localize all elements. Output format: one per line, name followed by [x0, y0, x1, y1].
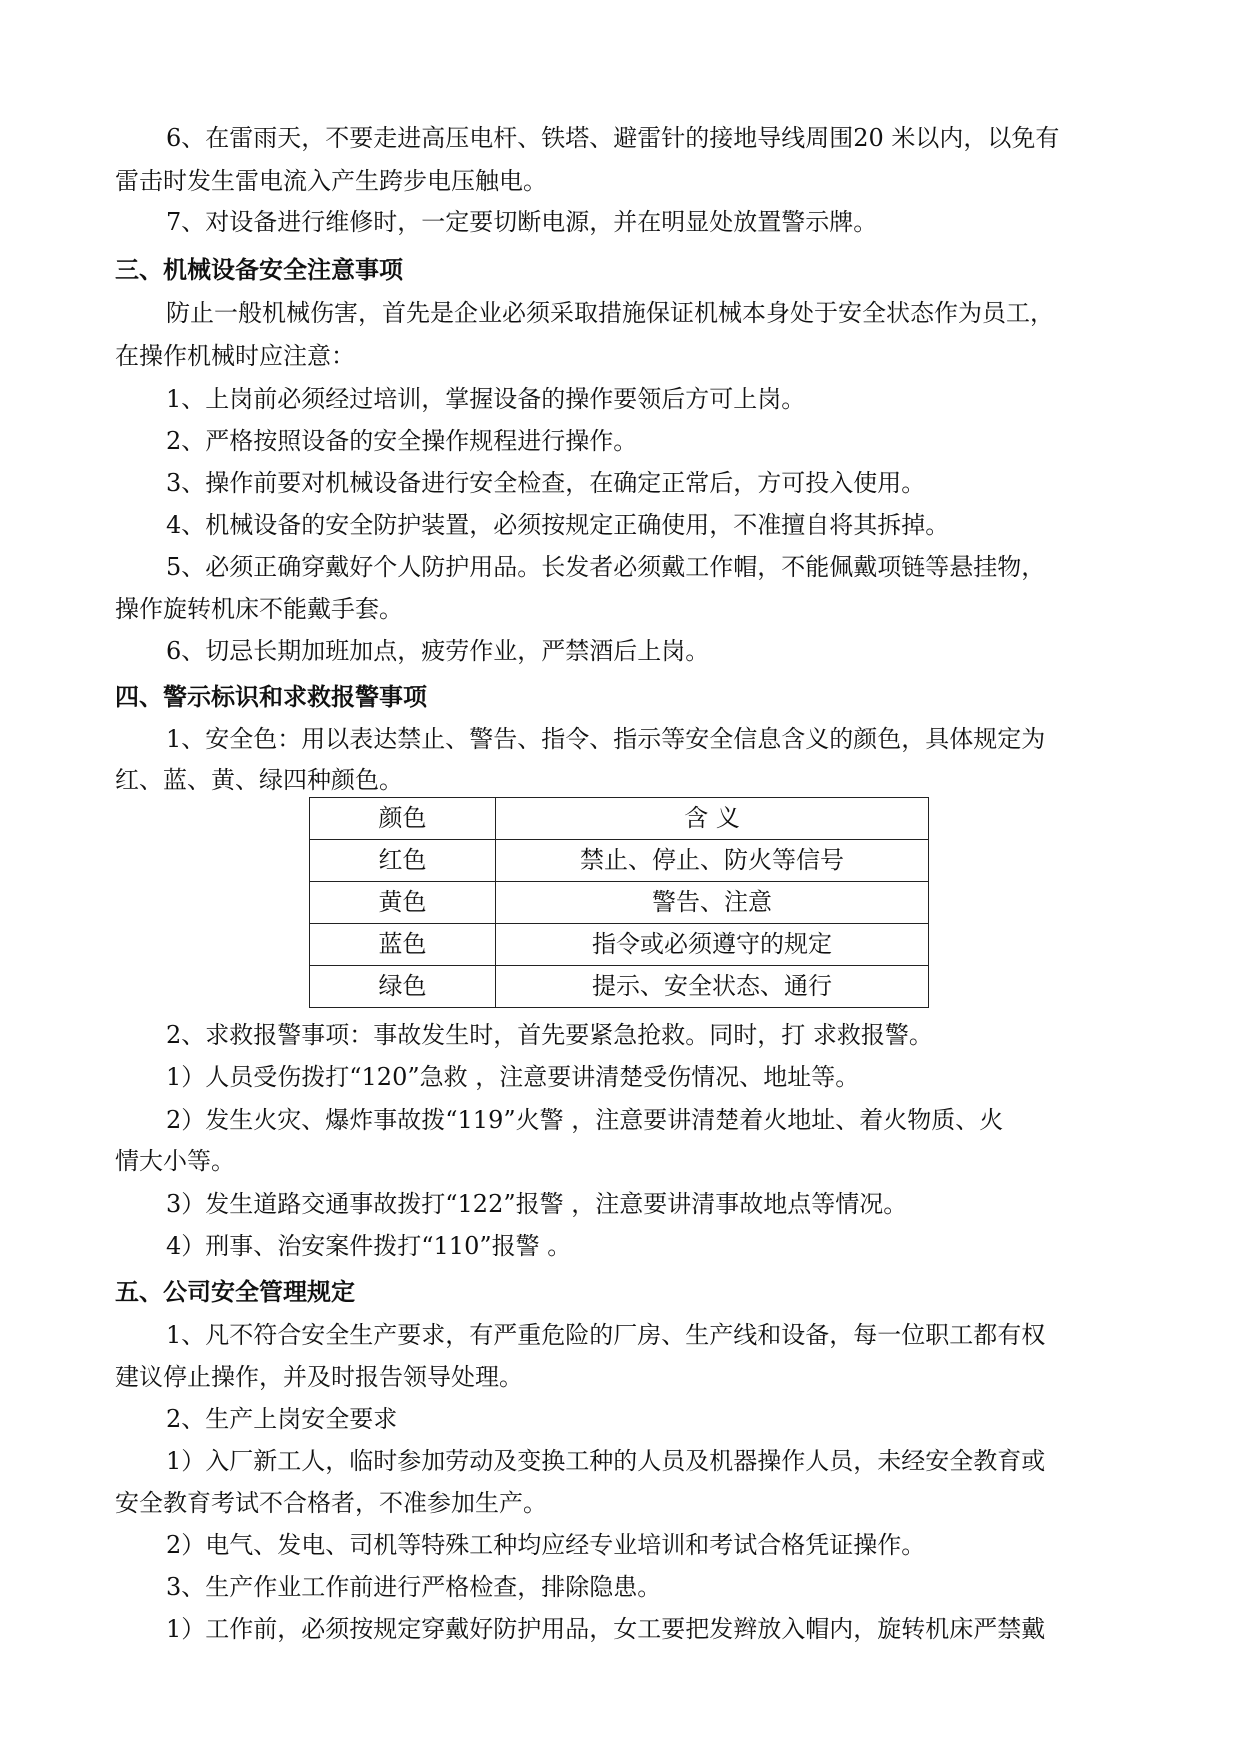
- paragraph-line: 雷击时发生雷电流入产生跨步电压触电。: [115, 167, 547, 195]
- paragraph-line: 1、上岗前必须经过培训，掌握设备的操作要领后方可上岗。: [166, 385, 806, 413]
- table-row: [310, 924, 929, 966]
- paragraph-line: 2、生产上岗安全要求: [166, 1405, 398, 1433]
- table-header-row: [310, 798, 929, 840]
- paragraph-line: 7、对设备进行维修时，一定要切断电源，并在明显处放置警示牌。: [166, 208, 878, 236]
- table-cell: 红色: [310, 840, 496, 882]
- paragraph-line: 在操作机械时应注意：: [115, 342, 355, 370]
- table-row: [310, 840, 929, 882]
- paragraph-line: 4、机械设备的安全防护装置，必须按规定正确使用，不准擅自将其拆掉。: [166, 511, 950, 539]
- table-cell: 禁止、停止、防火等信号: [496, 840, 929, 882]
- table-header-cell: 颜色: [310, 798, 496, 840]
- section-heading: 五、公司安全管理规定: [115, 1278, 355, 1306]
- section-heading: 三、机械设备安全注意事项: [115, 256, 403, 284]
- table-cell: 蓝色: [310, 924, 496, 966]
- paragraph-line: 1）入厂新工人，临时参加劳动及变换工种的人员及机器操作人员，未经安全教育或: [166, 1447, 1046, 1475]
- table-cell: 提示、安全状态、通行: [496, 966, 929, 1008]
- paragraph-line: 2、求救报警事项：事故发生时，首先要紧急抢救。同时，打 求救报警。: [166, 1021, 933, 1049]
- paragraph-line: 3、操作前要对机械设备进行安全检查，在确定正常后，方可投入使用。: [166, 469, 926, 497]
- paragraph-line: 安全教育考试不合格者，不准参加生产。: [115, 1489, 547, 1517]
- table-row: [310, 882, 929, 924]
- paragraph-line: 4）刑事、治安案件拨打“110”报警 。: [166, 1232, 572, 1260]
- paragraph-line: 2、严格按照设备的安全操作规程进行操作。: [166, 427, 638, 455]
- paragraph-line: 1、安全色：用以表达禁止、警告、指令、指示等安全信息含义的颜色，具体规定为: [166, 725, 1046, 753]
- paragraph-line: 5、必须正确穿戴好个人防护用品。长发者必须戴工作帽，不能佩戴项链等悬挂物，: [166, 553, 1046, 581]
- paragraph-line: 1）工作前，必须按规定穿戴好防护用品，女工要把发辫放入帽内，旋转机床严禁戴: [166, 1615, 1046, 1643]
- paragraph-line: 3、生产作业工作前进行严格检查，排除隐患。: [166, 1573, 662, 1601]
- paragraph-line: 情大小等。: [115, 1147, 235, 1175]
- paragraph-line: 建议停止操作，并及时报告领导处理。: [115, 1363, 523, 1391]
- section-heading: 四、警示标识和求救报警事项: [115, 683, 427, 711]
- paragraph-line: 6、在雷雨天，不要走进高压电杆、铁塔、避雷针的接地导线周围20 米以内，以免有: [166, 124, 1060, 152]
- paragraph-line: 3）发生道路交通事故拨打“122”报警 ，注意要讲清事故地点等情况。: [166, 1190, 908, 1218]
- table-row: [310, 966, 929, 1008]
- table-cell: 绿色: [310, 966, 496, 1008]
- table-cell: 黄色: [310, 882, 496, 924]
- table-cell: 指令或必须遵守的规定: [496, 924, 929, 966]
- paragraph-line: 1、凡不符合安全生产要求，有严重危险的厂房、生产线和设备，每一位职工都有权: [166, 1321, 1046, 1349]
- paragraph-line: 6、切忌长期加班加点，疲劳作业，严禁酒后上岗。: [166, 637, 710, 665]
- paragraph-line: 2）电气、发电、司机等特殊工种均应经专业培训和考试合格凭证操作。: [166, 1531, 926, 1559]
- paragraph-line: 操作旋转机床不能戴手套。: [115, 595, 403, 623]
- table-cell: 警告、注意: [496, 882, 929, 924]
- safety-color-table: [309, 797, 929, 1008]
- table-header-cell: 含 义: [496, 798, 929, 840]
- paragraph-line: 1）人员受伤拨打“120”急救 ，注意要讲清楚受伤情况、地址等。: [166, 1063, 860, 1091]
- paragraph-line: 红、蓝、黄、绿四种颜色。: [115, 766, 403, 794]
- paragraph-line: 2）发生火灾、爆炸事故拨“119”火警 ，注意要讲清楚着火地址、着火物质、火: [166, 1106, 1004, 1134]
- paragraph-line: 防止一般机械伤害，首先是企业必须采取措施保证机械本身处于安全状态作为员工，: [166, 299, 1054, 327]
